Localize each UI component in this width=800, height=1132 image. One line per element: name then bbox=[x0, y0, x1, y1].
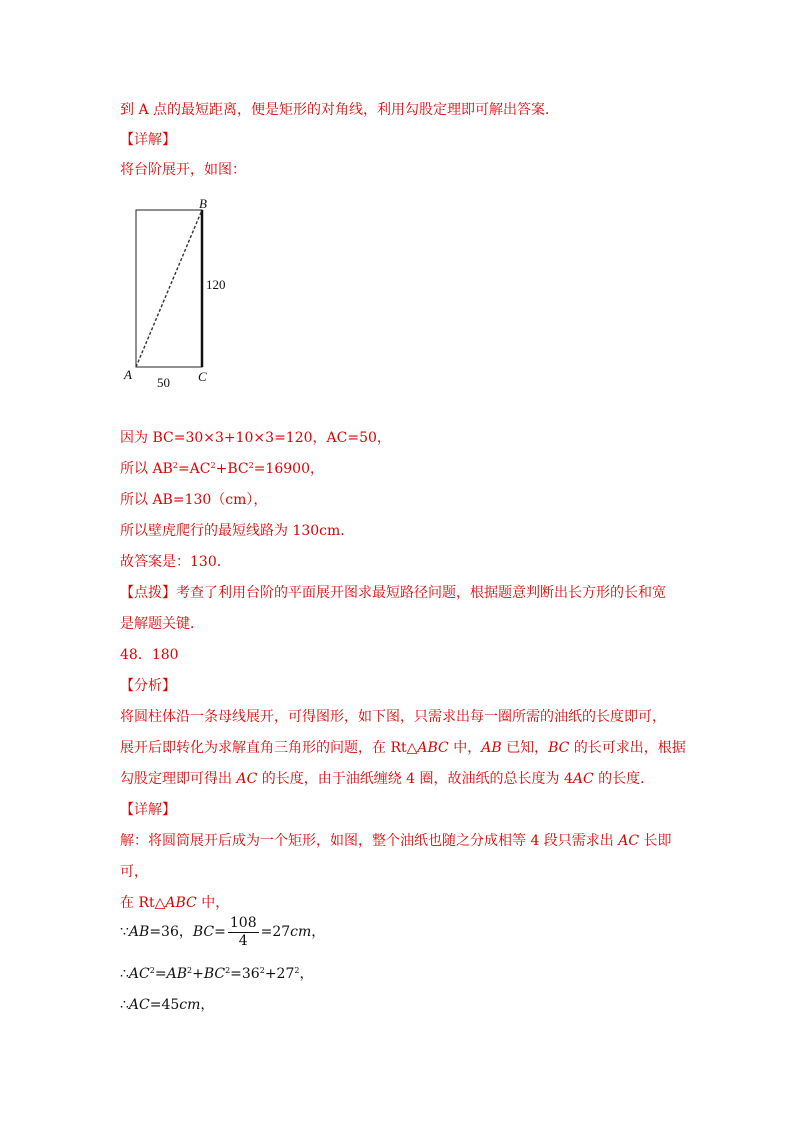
solution-line-1: 解：将圆筒展开后成为一个矩形，如图，整个油纸也随之分成相等 4 段只需求出 AC 长即 bbox=[120, 833, 672, 849]
bc-calculation: 因为 BC=30×3+10×3=120，AC=50， bbox=[120, 430, 391, 446]
intro-line: 到 A 点的最短距离，便是矩形的对角线，利用勾股定理即可解出答案． bbox=[120, 102, 560, 118]
ab-result-line: 所以 AB=130（cm）， bbox=[120, 492, 268, 508]
answer-line: 故答案是：130． bbox=[120, 554, 231, 570]
ac-result-line: ∴AC=45cm， bbox=[120, 997, 215, 1013]
width-label: 50 bbox=[157, 375, 170, 390]
rt-triangle-line: 在 Rt△ABC 中， bbox=[120, 895, 230, 911]
ab-squared-line: 所以 $AB^2=AC^2+BC^2=16900$， bbox=[120, 461, 324, 477]
pythagoras-line: $\therefore AC^2=AB^2+BC^2=36^2+27^2$， bbox=[120, 966, 314, 982]
analysis-line-1: 将圆柱体沿一条母线展开，可得图形，如下图，只需求出每一圈所需的油纸的长度即可， bbox=[120, 709, 666, 725]
dianbo-line-2: 是解题关键． bbox=[120, 616, 204, 632]
height-label: 120 bbox=[206, 277, 226, 292]
vertex-c-label: C bbox=[198, 369, 207, 384]
analysis-line-2: 展开后即转化为求解直角三角形的问题，在 Rt△ABC 中，AB 已知，BC 的长可求出，根据 bbox=[120, 740, 686, 756]
unfolded-stairs-diagram bbox=[115, 192, 245, 392]
analysis-line-3: 勾股定理即可得出 AC 的长度，由于油纸缠绕 4 圈，故油纸的总长度为 4AC 的长度． bbox=[120, 771, 655, 787]
detail-heading: 【详解】 bbox=[120, 132, 176, 148]
dianbo-line-1: 【点拨】考查了利用台阶的平面展开图求最短路径问题，根据题意判断出长方形的长和宽 bbox=[120, 585, 666, 601]
detail-heading-2: 【详解】 bbox=[120, 802, 176, 818]
question-number: 48．180 bbox=[120, 647, 179, 663]
solution-line-2: 可， bbox=[120, 864, 148, 880]
vertex-b-label: B bbox=[199, 196, 207, 211]
path-conclusion: 所以壁虎爬行的最短线路为 130cm. bbox=[120, 523, 345, 539]
analysis-heading: 【分析】 bbox=[120, 678, 176, 694]
vertex-a-label: A bbox=[124, 367, 132, 382]
unfold-sentence: 将台阶展开，如图： bbox=[120, 162, 246, 178]
given-values-line: ∵AB=36，BC= $\frac{108}{4}$ =27cm， bbox=[120, 914, 326, 949]
fraction-108-over-4: $\frac{108}{4}$ bbox=[229, 914, 257, 949]
diagonal-ab bbox=[136, 210, 202, 367]
